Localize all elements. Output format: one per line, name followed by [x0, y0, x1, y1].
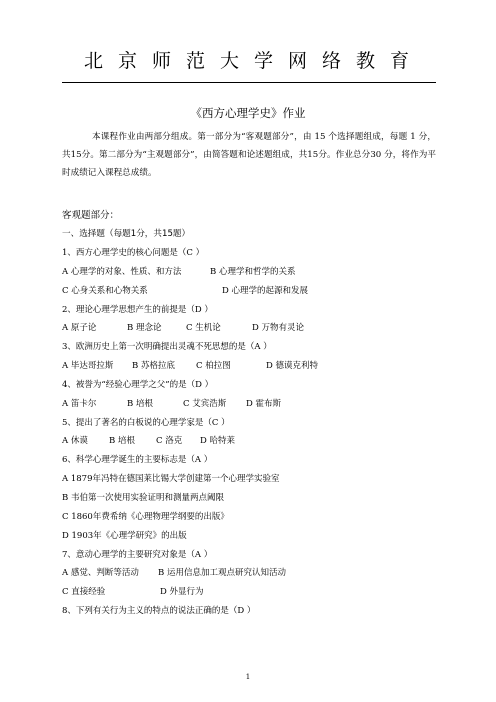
question-line — [62, 338, 442, 357]
option-text: D 万物有灵论 — [252, 323, 305, 334]
option-row — [62, 263, 442, 282]
question-line — [62, 546, 442, 565]
option-text: D 哈特莱 — [200, 436, 236, 447]
option-text: C 直接经验 — [62, 587, 106, 598]
option-text: C 艾宾浩斯 — [183, 398, 227, 409]
question-text: B 韦伯第一次使用实验证明和测量两点阈限 — [62, 492, 224, 503]
question-text: 5、提出了著名的白板说的心理学家是（C ） — [62, 417, 230, 428]
option-row — [62, 564, 442, 583]
question-list — [62, 244, 442, 621]
option-text: B 苏格拉底 — [132, 361, 175, 372]
option-text: A 毕达哥拉斯 — [62, 361, 114, 372]
question-text: A 1879年冯特在德国莱比锡大学创建第一个心理学实验室 — [62, 474, 280, 485]
option-row — [62, 282, 442, 301]
option-text: A 休谟 — [62, 436, 88, 447]
page-header: 北京师范大学网络教育 — [83, 50, 424, 72]
option-text: D 心理学的起源和发展 — [222, 285, 309, 296]
option-text: D 霍布斯 — [246, 398, 282, 409]
question-line — [62, 470, 442, 489]
question-line — [62, 602, 442, 621]
option-text: D 德谟克利特 — [266, 361, 319, 372]
question-line — [62, 527, 442, 546]
question-text: C 1860年费希纳《心理物理学纲要的出版》 — [62, 511, 229, 522]
question-text: 1、西方心理学史的核心问题是（C ） — [62, 248, 205, 258]
document-title: 《西方心理学史》作业 — [190, 106, 306, 120]
option-text: B 心理学和哲学的关系 — [210, 266, 296, 277]
option-text: C 柏拉图 — [196, 361, 231, 372]
question-line — [62, 489, 442, 508]
option-text: B 理念论 — [127, 323, 162, 334]
option-text: A 笛卡尔 — [62, 398, 97, 409]
option-text: B 培根 — [109, 436, 135, 447]
question-line — [62, 244, 442, 263]
question-text: D 1903年《心理学研究》的出版 — [62, 530, 187, 541]
option-row — [62, 395, 442, 414]
section-heading: 客观题部分： — [62, 210, 120, 221]
option-text: C 洛克 — [156, 436, 183, 447]
option-text: C 心身关系和心物关系 — [62, 285, 148, 296]
option-row — [62, 432, 442, 451]
question-line — [62, 451, 442, 470]
question-line — [62, 414, 442, 433]
page-number: 1 — [245, 673, 251, 681]
option-text: B 运用信息加工观点研究认知活动 — [158, 568, 286, 579]
question-text: 4、被誉为“经验心理学之父”的是（D ） — [62, 379, 214, 390]
option-text: A 心理学的对象、性质、和方法 — [62, 266, 182, 277]
question-type-heading: 一、选择题（每题1分，共15题） — [62, 229, 191, 239]
option-text: D 外显行为 — [160, 587, 204, 598]
header-rule — [62, 82, 436, 83]
option-text: C 生机论 — [186, 323, 221, 334]
option-row — [62, 319, 442, 338]
question-text: 6、科学心理学诞生的主要标志是（A ） — [62, 455, 213, 466]
question-line — [62, 508, 442, 527]
question-text: 2、理论心理学思想产生的前提是（D ） — [62, 304, 213, 315]
option-row — [62, 583, 442, 602]
question-line — [62, 376, 442, 395]
option-text: A 感觉、判断等活动 — [62, 568, 139, 579]
question-text: 3、欧洲历史上第一次明确提出灵魂不死思想的是（A ） — [62, 342, 272, 353]
option-text: B 培根 — [127, 398, 153, 409]
question-line — [62, 301, 442, 320]
option-text: A 原子论 — [62, 323, 97, 334]
intro-paragraph: 本课程作业由两部分组成。第一部分为“客观题部分”，由 15 个选择题组成，每题 1 分，共15分。第二部分为“主观题部分”，由简答题和论述题组成，共15分。作业总分30 分，将作为平时成绩记入课程总成绩。 — [62, 132, 436, 178]
option-row — [62, 357, 442, 376]
question-text: 7、意动心理学的主要研究对象是（A ） — [62, 549, 213, 560]
question-text: 8、下列有关行为主义的特点的说法正确的是（D ） — [62, 606, 256, 617]
